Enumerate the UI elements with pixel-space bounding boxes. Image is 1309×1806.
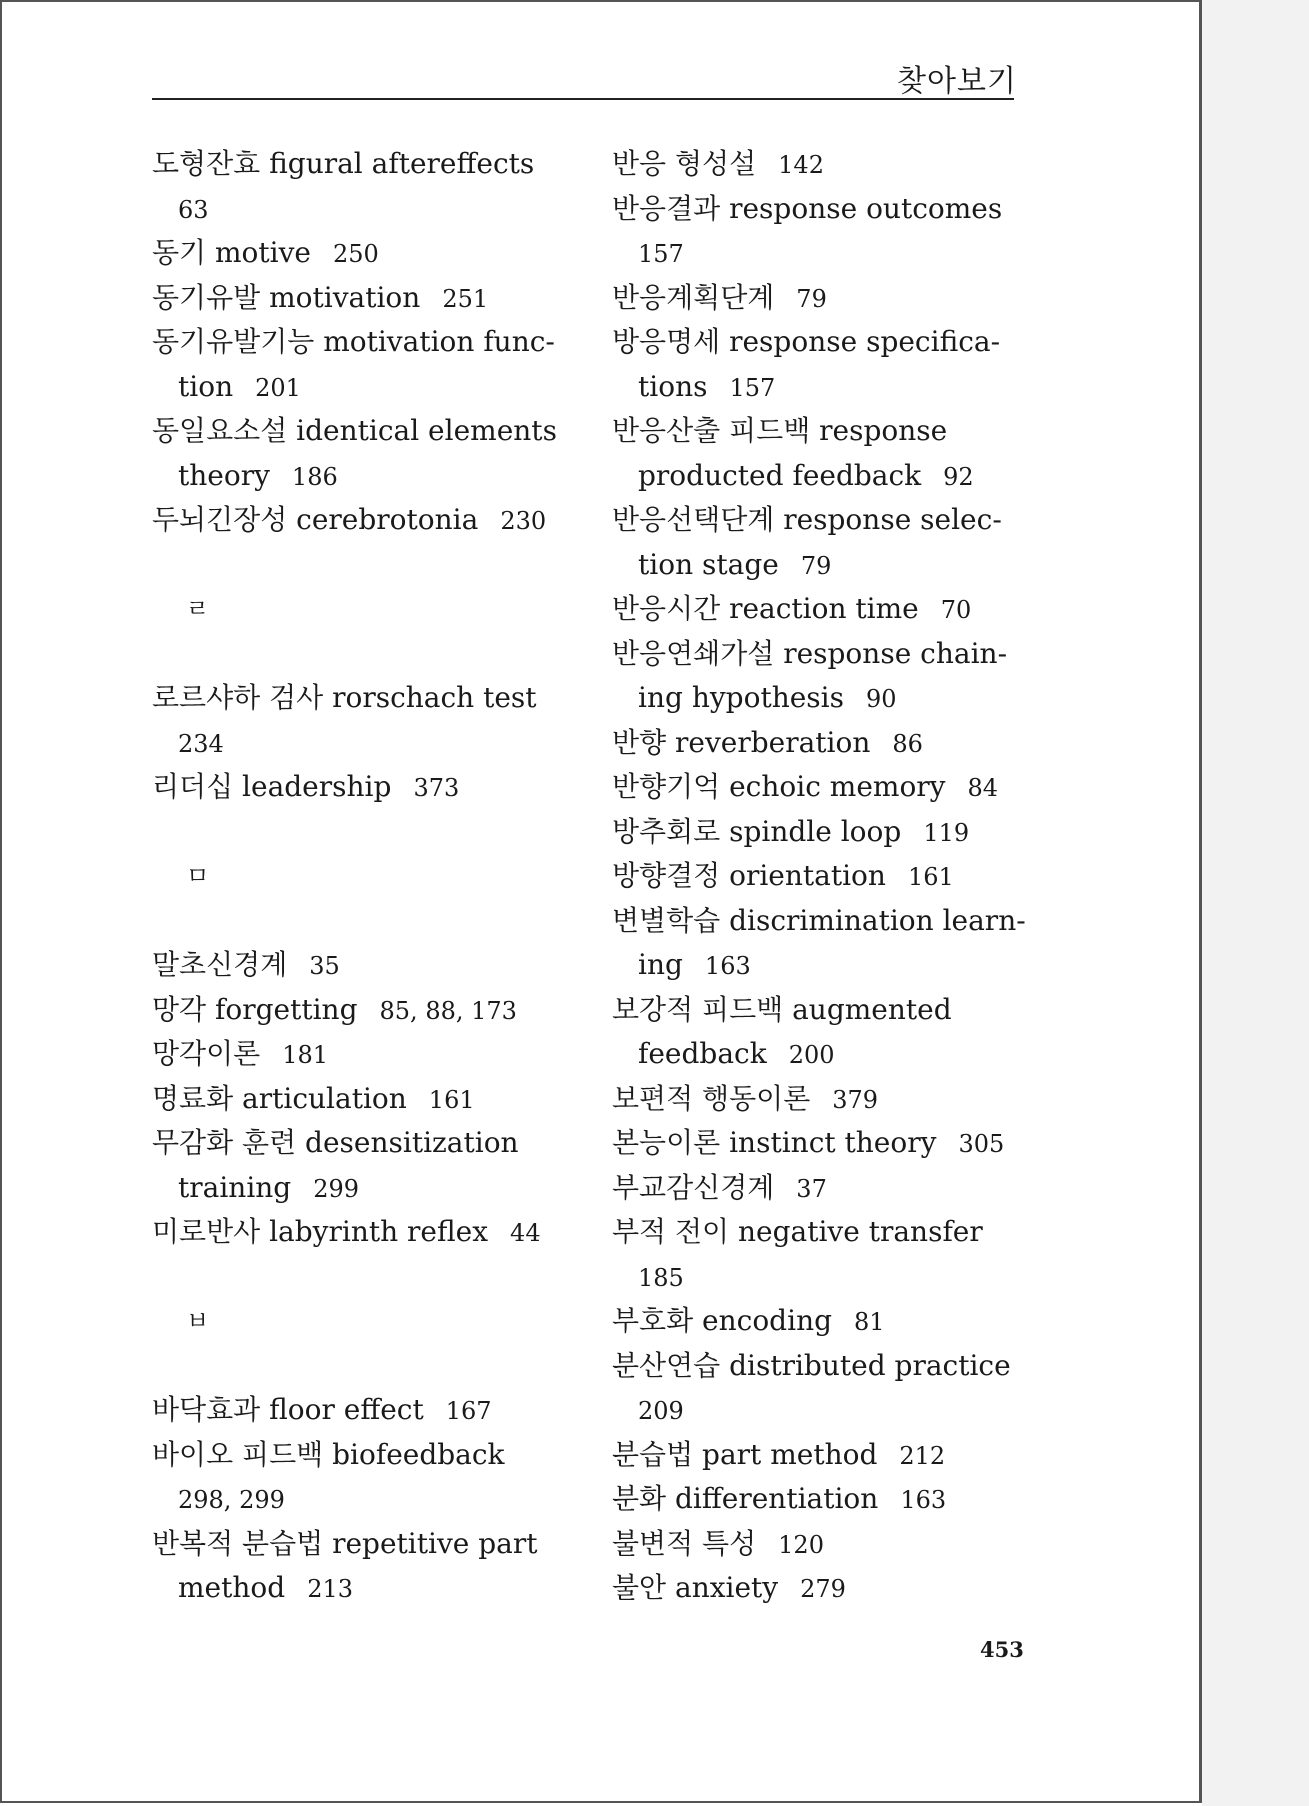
index-term: 보편적 행동이론 <box>612 1081 811 1115</box>
index-page-ref: 90 <box>866 685 897 713</box>
index-term: 반응결과 response outcomes <box>612 191 1003 225</box>
index-term: ing hypothesis <box>638 681 844 714</box>
index-term: 보강적 피드백 augmented <box>612 992 952 1026</box>
index-term: 망각이론 <box>152 1037 261 1070</box>
index-page-ref: 209 <box>638 1397 684 1425</box>
index-entry <box>612 632 1032 677</box>
blank-line <box>152 632 592 677</box>
index-term: 도형잔효 figural aftereffects <box>152 147 535 180</box>
section-letter-heading <box>152 1299 592 1344</box>
index-entry-continuation <box>612 454 1032 499</box>
index-entry-continuation <box>152 454 592 499</box>
index-page-ref: 44 <box>510 1219 541 1247</box>
index-entry <box>612 187 1032 232</box>
index-entry-continuation <box>612 943 1032 988</box>
index-term: 무감화 훈련 desensitization <box>152 1126 519 1159</box>
index-page-ref: 185 <box>638 1263 684 1292</box>
index-page-ref: 379 <box>832 1085 879 1114</box>
index-term: 불안 anxiety <box>612 1571 779 1604</box>
index-entry <box>612 276 1032 321</box>
index-entry <box>612 1077 1032 1122</box>
index-page-ref: 298, 299 <box>178 1486 285 1514</box>
index-page-ref: 186 <box>291 462 338 491</box>
index-entry <box>612 721 1032 766</box>
index-page-ref: 201 <box>255 373 301 402</box>
blank-line <box>152 899 592 944</box>
index-entry <box>612 899 1032 944</box>
viewer-background <box>1202 0 1309 1806</box>
index-entry <box>612 1566 1032 1611</box>
index-entry-continuation <box>612 676 1032 721</box>
index-entry-continuation <box>152 1477 592 1522</box>
index-term: 동기유발기능 motivation func- <box>152 325 555 358</box>
index-entry <box>612 1433 1032 1478</box>
index-term: 반응연쇄가설 response chain- <box>612 636 1008 670</box>
index-term: 반응선택단계 response selec- <box>612 503 1002 536</box>
index-entry <box>152 1522 592 1567</box>
section-letter: ㅁ <box>186 862 210 890</box>
page-number: 453 <box>980 1637 1024 1662</box>
index-term: 부적 전이 negative transfer <box>612 1215 983 1248</box>
index-entry <box>612 320 1032 365</box>
index-entry <box>612 409 1032 454</box>
index-entry-continuation <box>152 365 592 410</box>
index-entry-continuation <box>152 1166 592 1211</box>
index-entry-continuation <box>612 543 1032 588</box>
index-entry <box>152 988 592 1033</box>
index-entry <box>152 1032 592 1077</box>
index-entry-continuation <box>612 1388 1032 1433</box>
index-page-ref: 85, 88, 173 <box>379 996 517 1025</box>
index-term: 분산연습 distributed practice <box>612 1348 1011 1382</box>
index-entry-continuation <box>152 187 592 232</box>
index-page-ref: 251 <box>442 284 489 313</box>
index-entry-continuation <box>612 1032 1032 1077</box>
index-entry-continuation <box>152 1566 592 1611</box>
index-page-ref: 92 <box>943 462 974 491</box>
index-entry <box>152 320 592 365</box>
index-entry <box>612 1166 1032 1211</box>
index-page-ref: 161 <box>428 1085 475 1114</box>
index-entry <box>152 765 592 810</box>
index-page-ref: 37 <box>796 1174 827 1203</box>
index-term: 반복적 분습법 repetitive part <box>152 1526 538 1560</box>
index-entry <box>152 1388 592 1433</box>
index-entry <box>612 1522 1032 1567</box>
section-letter: ㄹ <box>186 595 210 623</box>
index-entry <box>612 1477 1032 1522</box>
index-term: 동일요소설 identical elements <box>152 414 557 447</box>
index-term: 반응 형성설 <box>612 147 757 180</box>
index-entry <box>152 1433 592 1478</box>
index-term: 방추회로 spindle loop <box>612 814 902 848</box>
index-term: 반응계획단계 <box>612 280 775 314</box>
index-term: 변별학습 discrimination learn- <box>612 903 1026 937</box>
index-column-left <box>152 142 592 1611</box>
index-entry <box>612 810 1032 855</box>
index-entry <box>612 1299 1032 1344</box>
index-page-ref: 213 <box>307 1575 353 1603</box>
index-entry <box>152 276 592 321</box>
index-term: 분화 differentiation <box>612 1482 879 1515</box>
index-term: 부호화 encoding <box>612 1304 833 1337</box>
index-column-right <box>612 142 1032 1611</box>
index-term: 반응산출 피드백 response <box>612 414 948 447</box>
index-entry-continuation <box>612 231 1032 276</box>
index-entry <box>152 498 592 543</box>
index-entry <box>612 988 1032 1033</box>
index-term: 로르샤하 검사 rorschach test <box>152 681 537 714</box>
blank-line <box>152 1255 592 1300</box>
index-page-ref: 167 <box>445 1397 492 1425</box>
index-page-ref: 81 <box>854 1308 885 1336</box>
index-term: 반응시간 reaction time <box>612 592 919 625</box>
index-page-ref: 157 <box>729 373 776 402</box>
blank-line <box>152 1344 592 1389</box>
index-term: 미로반사 labyrinth reflex <box>152 1215 489 1248</box>
index-entry <box>612 498 1032 543</box>
index-entry <box>152 142 592 187</box>
index-page-ref: 200 <box>788 1041 835 1069</box>
index-term: 본능이론 instinct theory <box>612 1126 937 1159</box>
index-term: 부교감신경계 <box>612 1170 775 1204</box>
index-term: 두뇌긴장성 cerebrotonia <box>152 503 479 536</box>
index-page-ref: 181 <box>282 1041 329 1069</box>
index-term: 명료화 articulation <box>152 1081 407 1115</box>
index-page-ref: 279 <box>800 1575 846 1603</box>
index-entry <box>152 676 592 721</box>
index-term: 동기유발 motivation <box>152 280 421 314</box>
index-page-ref: 63 <box>178 195 209 224</box>
index-page-ref: 212 <box>899 1441 946 1470</box>
index-entry <box>152 1210 592 1255</box>
index-page-ref: 299 <box>313 1174 360 1203</box>
index-entry <box>612 142 1032 187</box>
index-term: 불변적 특성 <box>612 1526 757 1560</box>
index-term: 바이오 피드백 biofeedback <box>152 1437 505 1471</box>
index-entry <box>152 409 592 454</box>
index-term: feedback <box>638 1037 767 1070</box>
index-term: theory <box>178 458 270 492</box>
section-letter-heading <box>152 587 592 632</box>
index-term: tions <box>638 369 708 403</box>
index-term: 동기 motive <box>152 236 312 269</box>
index-page-ref: 157 <box>638 240 684 268</box>
index-page-ref: 142 <box>778 151 824 179</box>
index-term: tion stage <box>638 547 779 581</box>
index-term: 바닥효과 floor effect <box>152 1393 424 1426</box>
index-page-ref: 119 <box>923 818 970 847</box>
index-entry-continuation <box>152 721 592 766</box>
index-entry <box>612 765 1032 810</box>
index-page-ref: 86 <box>892 729 923 758</box>
blank-line <box>152 543 592 588</box>
header-rule <box>152 98 1014 100</box>
index-page-ref: 163 <box>704 952 751 980</box>
index-page-ref: 161 <box>907 863 954 891</box>
index-term: producted feedback <box>638 458 922 492</box>
index-page-ref: 84 <box>967 774 999 802</box>
index-entry <box>152 1121 592 1166</box>
index-term: method <box>178 1571 286 1604</box>
index-entry <box>612 1344 1032 1389</box>
index-page-ref: 120 <box>778 1530 824 1559</box>
index-term: 방응명세 response specifica- <box>612 325 1001 358</box>
index-entry <box>152 943 592 988</box>
index-term: 반향기억 echoic memory <box>612 770 946 803</box>
index-entry <box>152 231 592 276</box>
index-term: 분습법 part method <box>612 1437 878 1471</box>
section-letter-heading <box>152 854 592 899</box>
section-letter: ㅂ <box>186 1307 210 1335</box>
index-page-ref: 163 <box>900 1486 947 1514</box>
index-term: 망각 forgetting <box>152 992 358 1026</box>
index-term: 리더십 leadership <box>152 770 392 803</box>
index-page-ref: 79 <box>796 284 827 313</box>
index-page-ref: 234 <box>178 729 224 758</box>
index-entry <box>152 1077 592 1122</box>
index-term: 말초신경계 <box>152 948 288 981</box>
index-entry-continuation <box>612 1255 1032 1300</box>
blank-line <box>152 810 592 855</box>
index-page-ref: 373 <box>413 774 460 802</box>
index-term: 반향 reverberation <box>612 725 871 759</box>
index-page-ref: 305 <box>958 1130 1005 1158</box>
index-entry <box>612 854 1032 899</box>
index-entry <box>612 587 1032 632</box>
running-header-title: 찾아보기 <box>897 64 1017 99</box>
index-page-ref: 230 <box>500 507 547 535</box>
index-entry <box>612 1210 1032 1255</box>
index-page-ref: 79 <box>800 551 832 580</box>
index-page-ref: 250 <box>333 240 379 268</box>
index-page-ref: 35 <box>309 952 340 980</box>
index-term: 방향결정 orientation <box>612 859 886 892</box>
index-term: tion <box>178 369 234 403</box>
index-term: training <box>178 1170 292 1204</box>
index-term: ing <box>638 948 683 981</box>
index-entry <box>612 1121 1032 1166</box>
index-page-ref: 70 <box>940 596 972 624</box>
index-entry-continuation <box>612 365 1032 410</box>
